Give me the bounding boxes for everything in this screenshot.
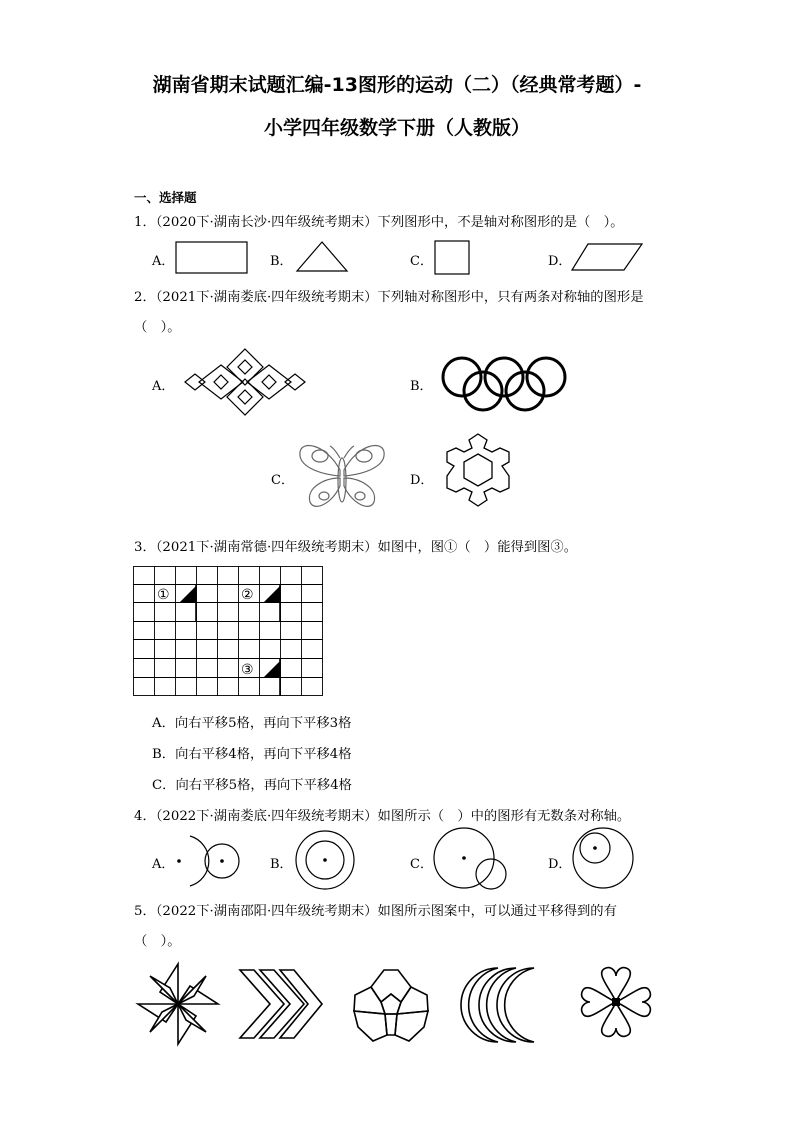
- inner-circle-icon: [570, 826, 636, 890]
- q3-choice-a: A．向右平移5格，再向下平移3格: [152, 716, 352, 731]
- q1-option-b: B．: [270, 254, 293, 269]
- q2-stem-line1: 2．（2021下·湖南娄底·四年级统考期末）下列轴对称图形中，只有两条对称轴的图形是: [134, 290, 644, 305]
- q2-option-d: D．: [410, 473, 434, 488]
- q3-stem: 3．（2021下·湖南常德·四年级统考期末）如图中，图①（ ）能得到图③。: [134, 540, 578, 555]
- q1-option-d: D．: [548, 254, 572, 269]
- q1-option-a: A．: [152, 254, 175, 269]
- q1-option-c: C．: [410, 254, 433, 269]
- q3-choice-b: B．向右平移4格，再向下平移4格: [152, 747, 352, 762]
- page-title-line1: 湖南省期末试题汇编-13图形的运动（二）（经典常考题）-: [152, 74, 642, 96]
- arc-circle-icon: [170, 832, 250, 890]
- olympic-rings-icon: [440, 355, 570, 413]
- q4-option-d: D．: [548, 857, 572, 872]
- q2-option-b: B．: [410, 379, 433, 394]
- q3-choice-c: C．向右平移5格，再向下平移4格: [152, 778, 352, 793]
- q1-stem: 1．（2020下·湖南长沙·四年级统考期末）下列图形中，不是轴对称图形的是（ ）。: [134, 215, 624, 230]
- pentagon-flower-icon: [350, 964, 432, 1044]
- clover-icon: [578, 964, 654, 1042]
- parallelogram-icon: [570, 242, 644, 272]
- overlapping-circles-icon: [430, 827, 526, 893]
- q4-option-a: A．: [152, 857, 175, 872]
- q2-stem-line2: （ ）。: [134, 320, 181, 335]
- concentric-circles-icon: [292, 829, 358, 891]
- square-icon: [434, 240, 472, 276]
- flag-icon: [264, 658, 280, 696]
- section-heading: 一、选择题: [134, 190, 197, 205]
- knot-pattern-icon: [185, 347, 305, 417]
- triangle-icon: [295, 240, 351, 274]
- grid-label-3: ③: [241, 662, 254, 678]
- rectangle-icon: [175, 241, 249, 275]
- q4-stem: 4．（2022下·湖南娄底·四年级统考期末）如图所示（ ）中的图形有无数条对称轴。: [134, 809, 631, 824]
- grid-label-1: ①: [157, 587, 170, 603]
- q2-option-c: C．: [271, 473, 294, 488]
- grid-label-2: ②: [241, 587, 254, 603]
- pinwheel-icon: [136, 962, 220, 1046]
- q4-option-c: C．: [410, 857, 433, 872]
- snowflake-icon: [436, 430, 520, 510]
- q4-option-b: B．: [270, 857, 293, 872]
- grid-figure: [133, 566, 323, 696]
- q5-stem-line1: 5．（2022下·湖南邵阳·四年级统考期末）如图所示图案中，可以通过平移得到的有: [134, 904, 617, 919]
- q5-stem-line2: （ ）。: [134, 934, 181, 949]
- chevrons-icon: [238, 966, 324, 1042]
- q2-option-a: A．: [152, 379, 175, 394]
- butterfly-icon: [296, 440, 388, 512]
- page-title-line2: 小学四年级数学下册（人教版）: [263, 117, 530, 139]
- crescents-icon: [470, 966, 550, 1044]
